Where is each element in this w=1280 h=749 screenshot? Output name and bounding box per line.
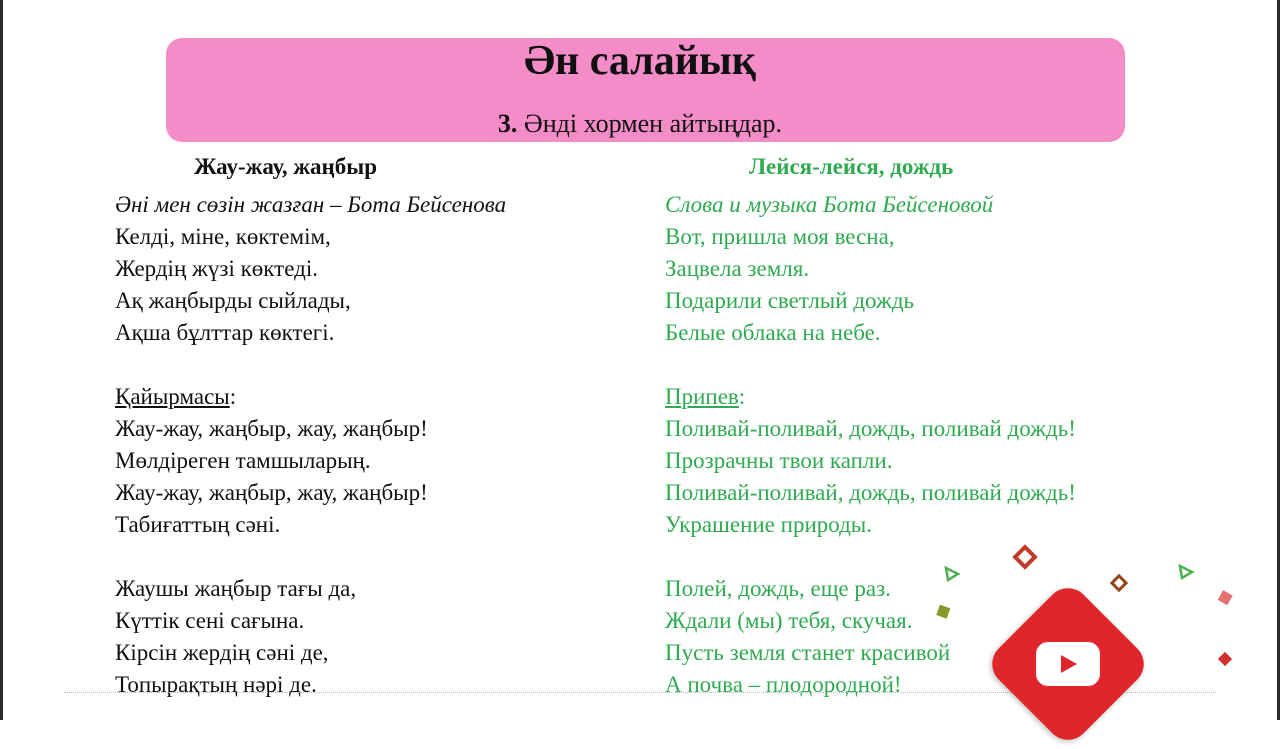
- russian-refrain-line: Прозрачны твои капли.: [665, 448, 893, 473]
- confetti-square-2-icon: [1218, 590, 1233, 605]
- kazakh-verse2-line: Топырақтың нәрі де.: [115, 672, 317, 697]
- russian-verse1-line: Белые облака на небе.: [665, 320, 881, 345]
- confetti-diamond-3-icon: [1218, 652, 1232, 666]
- confetti-triangle-1-icon: [946, 568, 958, 580]
- task-number: 3.: [497, 109, 518, 138]
- confetti-square-1-icon: [936, 605, 950, 619]
- confetti-diamond-1-icon: [1015, 547, 1035, 567]
- confetti-triangle-2-icon: [1180, 566, 1192, 578]
- russian-refrain-line: Поливай-поливай, дождь, поливай дождь!: [665, 416, 1076, 441]
- kazakh-refrain-line: Мөлдіреген тамшыларың.: [115, 448, 371, 473]
- russian-song-title: Лейся-лейся, дождь: [749, 154, 954, 179]
- kazakh-verse1-line: Келді, міне, көктемім,: [115, 224, 331, 249]
- russian-verse2-line: Ждали (мы) тебя, скучая.: [665, 608, 913, 633]
- russian-verse1-line: Вот, пришла моя весна,: [665, 224, 895, 249]
- kazakh-song-title: Жау-жау, жаңбыр: [194, 154, 378, 179]
- kazakh-refrain-line: Табиғаттың сәні.: [115, 512, 281, 537]
- kazakh-refrain-label: Қайырмасы: [115, 384, 230, 409]
- russian-refrain-heading: [665, 381, 1076, 413]
- page-title: Ән салайық: [523, 38, 756, 84]
- russian-refrain-label: Припев: [665, 384, 739, 409]
- kazakh-verse1-line: Ақ жаңбырды сыйлады,: [115, 288, 351, 313]
- confetti-diamond-2-icon: [1112, 576, 1126, 590]
- russian-verse2-line: Пусть земля станет красивой: [665, 640, 951, 665]
- play-triangle-icon: [1061, 655, 1077, 673]
- kazakh-verse2-line: Күттік сені сағына.: [115, 608, 305, 633]
- kazakh-verse1-line: Ақша бұлттар көктегі.: [115, 320, 335, 345]
- russian-verse2-line: А почва – плодородной!: [665, 672, 902, 697]
- russian-verse2-line: Полей, дождь, еще раз.: [665, 576, 891, 601]
- kazakh-refrain-heading: [115, 381, 506, 413]
- russian-refrain-line: Поливай-поливай, дождь, поливай дождь!: [665, 480, 1076, 505]
- task-instruction: [0, 111, 1280, 137]
- russian-author: Слова и музыка Бота Бейсеновой: [665, 192, 994, 217]
- left-border: [0, 0, 3, 720]
- kazakh-refrain-line: Жау-жау, жаңбыр, жау, жаңбыр!: [115, 416, 428, 441]
- kazakh-refrain-line: Жау-жау, жаңбыр, жау, жаңбыр!: [115, 480, 428, 505]
- kazakh-author: Әні мен сөзін жазған – Бота Бейсенова: [115, 192, 507, 217]
- kazakh-verse1-line: Жердің жүзі көктеді.: [115, 256, 318, 281]
- task-text: Әнді хормен айтыңдар.: [517, 109, 783, 138]
- russian-refrain-line: Украшение природы.: [665, 512, 872, 537]
- kazakh-lyrics: [115, 189, 506, 701]
- russian-refrain-colon: :: [738, 384, 746, 409]
- russian-verse1-line: Подарили светлый дождь: [665, 288, 915, 313]
- kazakh-refrain-colon: :: [229, 384, 237, 409]
- russian-verse1-line: Зацвела земля.: [665, 256, 810, 281]
- kazakh-verse2-line: Кірсін жердің сәні де,: [115, 640, 329, 665]
- kazakh-verse2-line: Жаушы жаңбыр тағы да,: [115, 576, 357, 601]
